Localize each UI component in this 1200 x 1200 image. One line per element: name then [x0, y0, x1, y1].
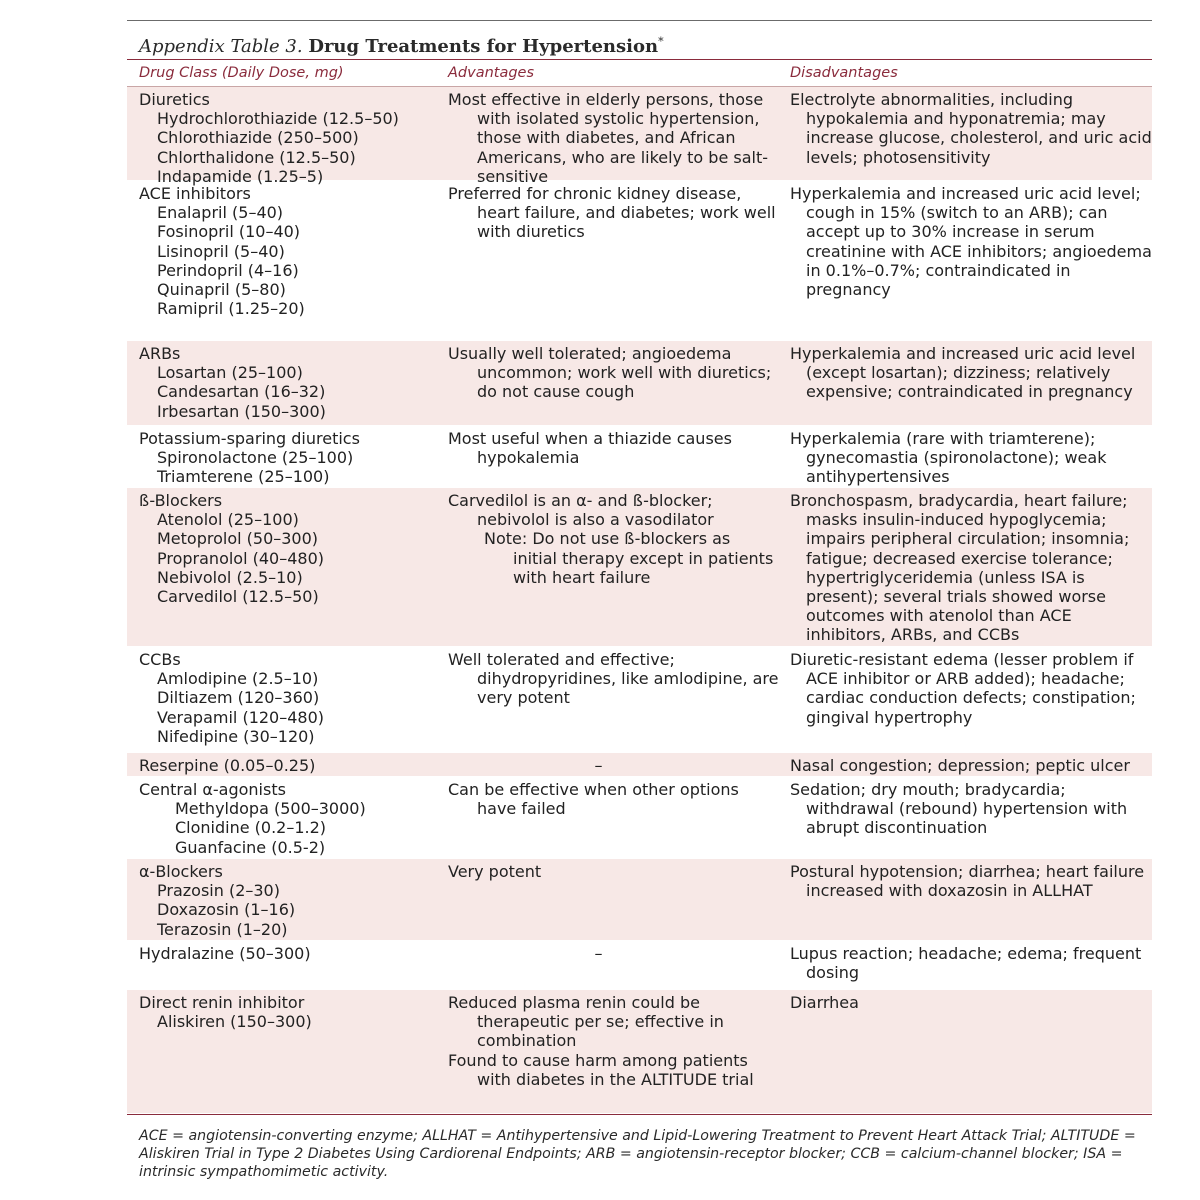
advantage-text: Found to cause harm among patients with diabetes in the ALTITUDE trial — [448, 1050, 754, 1089]
drug-name: Fosinopril (10–40) — [157, 222, 301, 242]
drug-class-name: ß-Blockers — [139, 491, 223, 510]
header-advantages: Advantages — [448, 65, 535, 81]
table-row — [127, 488, 1152, 647]
drug-name: Nebivolol (2.5–10) — [157, 567, 303, 587]
disadvantage-text: Electrolyte abnormalities, including hypokalemia and hyponatremia; may increase glucose, cholesterol, and uric acid levels; photosensitivity — [790, 90, 1152, 167]
disadvantage-text: Postural hypotension; diarrhea; heart failure increased with doxazosin in ALLHAT — [790, 862, 1145, 901]
drug-name: Atenolol (25–100) — [157, 510, 299, 530]
advantage-text: Carvedilol is an α- and ß-blocker; nebivolol is also a vasodilator — [448, 491, 714, 530]
table-row — [127, 753, 1152, 777]
table-header — [127, 60, 1152, 87]
table-title — [127, 21, 1152, 59]
drug-class-cell — [127, 756, 436, 776]
advantages-cell — [436, 344, 779, 425]
advantages-cell — [436, 650, 779, 752]
drug-class-name: ARBs — [139, 344, 181, 363]
drug-class-name: Hydralazine (50–300) — [139, 944, 311, 963]
disadvantages-cell — [779, 429, 1152, 487]
drug-class-cell — [127, 184, 436, 340]
drug-name: Verapamil (120–480) — [157, 707, 325, 727]
advantage-text: Preferred for chronic kidney disease, heart failure, and diabetes; work well with diuretics — [448, 184, 776, 242]
drug-name: Prazosin (2–30) — [157, 881, 280, 901]
drug-class-name: Reserpine (0.05–0.25) — [139, 756, 316, 775]
disadvantage-text: Sedation; dry mouth; bradycardia; withdrawal (rebound) hypertension with abrupt discontinuation — [790, 780, 1128, 838]
table-footnote: ACE = angiotensin-converting enzyme; ALLHAT = Antihypertensive and Lipid-Lowering Treatment to Prevent Heart Attack Trial; ALTITUDE = Aliskiren Trial in Type 2 Diabetes Using Cardiorenal Endpoints; ARB = angiotensin-receptor blocker; CCB = calcium-channel blocker; ISA = intrinsic sympathomimetic activity. — [139, 1128, 1136, 1180]
advantages-cell — [436, 862, 779, 940]
table-row — [127, 859, 1152, 941]
table-row — [127, 777, 1152, 859]
drug-name: Nifedipine (30–120) — [157, 726, 315, 746]
drug-class-cell — [127, 429, 436, 487]
disadvantage-text: Hyperkalemia (rare with triamterene); gynecomastia (spironolactone); weak antihypertensives — [790, 429, 1107, 487]
advantages-cell — [436, 429, 779, 487]
disadvantages-cell — [779, 780, 1152, 858]
drug-class-cell — [127, 650, 436, 752]
disadvantages-cell — [779, 90, 1152, 180]
drug-name: Losartan (25–100) — [157, 363, 303, 383]
advantage-text: Well tolerated and effective; dihydropyridines, like amlodipine, are very potent — [448, 650, 779, 708]
table-title-lead: Appendix Table 3. — [139, 36, 303, 57]
advantage-text: Most useful when a thiazide causes hypokalemia — [448, 429, 732, 468]
drug-class-cell — [127, 90, 436, 186]
header-drug-class: Drug Class (Daily Dose, mg) — [139, 65, 344, 81]
disadvantage-text: Lupus reaction; headache; edema; frequent dosing — [790, 944, 1142, 983]
drug-name: Carvedilol (12.5–50) — [157, 587, 319, 607]
disadvantage-text: Diuretic-resistant edema (lesser problem if ACE inhibitor or ARB added); headache; cardiac conduction defects; constipation; gingival hypertrophy — [790, 650, 1136, 727]
empty-dash: – — [594, 944, 603, 963]
drug-name: Clonidine (0.2–1.2) — [175, 818, 327, 838]
disadvantages-cell — [779, 862, 1152, 940]
advantage-note: Note: Do not use ß-blockers as initial therapy except in patients with heart failure — [484, 529, 774, 587]
drug-class-name: CCBs — [139, 650, 181, 669]
drug-class-name: Diuretics — [139, 90, 210, 109]
drug-name: Metoprolol (50–300) — [157, 529, 319, 549]
advantage-text: Very potent — [448, 862, 542, 881]
drug-name: Indapamide (1.25–5) — [157, 166, 324, 186]
advantages-cell — [436, 780, 779, 858]
drug-class-name: Direct renin inhibitor — [139, 993, 305, 1012]
header-disadvantages: Disadvantages — [790, 65, 898, 81]
advantage-text: Can be effective when other options have failed — [448, 780, 739, 819]
drug-name: Terazosin (1–20) — [157, 919, 288, 939]
advantage-text: Most effective in elderly persons, those with isolated systolic hypertension, those with diabetes, and African Americans, who are likely to be salt-sensitive — [448, 90, 769, 186]
drug-name: Guanfacine (0.5-2) — [175, 837, 326, 857]
table-row — [127, 990, 1152, 1114]
drug-class-name: ACE inhibitors — [139, 184, 251, 203]
drug-name: Methyldopa (500–3000) — [175, 799, 366, 819]
drug-name: Candesartan (16–32) — [157, 382, 326, 402]
disadvantage-text: Hyperkalemia and increased uric acid level; cough in 15% (switch to an ARB); can accept up to 30% increase in serum creatinine with ACE inhibitors; angioedema in 0.1%–0.7%; contraindicated in pregnancy — [790, 184, 1152, 300]
advantages-cell — [436, 993, 779, 1113]
disadvantages-cell — [779, 756, 1152, 776]
disadvantage-text: Hyperkalemia and increased uric acid level (except losartan); dizziness; relatively expensive; contraindicated in pregnancy — [790, 344, 1136, 402]
drug-name: Chlorthalidone (12.5–50) — [157, 147, 356, 167]
disadvantages-cell — [779, 184, 1152, 340]
drug-class-name: Central α-agonists — [139, 780, 286, 799]
table-title-main: Drug Treatments for Hypertension — [308, 36, 659, 57]
drug-class-cell — [127, 944, 436, 989]
table-row — [127, 941, 1152, 990]
advantages-cell — [436, 491, 779, 646]
drug-name: Spironolactone (25–100) — [157, 448, 354, 468]
drug-name: Doxazosin (1–16) — [157, 900, 296, 920]
table-row — [127, 181, 1152, 341]
table-body — [127, 87, 1152, 1114]
drug-class-cell — [127, 862, 436, 940]
drug-name: Quinapril (5–80) — [157, 280, 286, 300]
drug-name: Hydrochlorothiazide (12.5–50) — [157, 109, 399, 129]
drug-name: Chlorothiazide (250–500) — [157, 128, 359, 148]
advantage-text: Reduced plasma renin could be therapeutic per se; effective in combination — [448, 993, 724, 1051]
drug-class-cell — [127, 993, 436, 1113]
drug-name: Propranolol (40–480) — [157, 548, 324, 568]
drug-name: Enalapril (5–40) — [157, 203, 284, 223]
table-row — [127, 426, 1152, 488]
drug-class-name: α-Blockers — [139, 862, 223, 881]
table-row — [127, 647, 1152, 753]
disadvantage-text: Nasal congestion; depression; peptic ulcer — [790, 756, 1130, 775]
drug-class-cell — [127, 780, 436, 858]
appendix-table — [127, 20, 1152, 1181]
advantages-cell — [436, 944, 779, 989]
drug-class-cell — [127, 491, 436, 646]
disadvantage-text: Bronchospasm, bradycardia, heart failure; masks insulin-induced hypoglycemia; impairs peripheral circulation; insomnia; fatigue; decreased exercise tolerance; hypertriglyceridemia (unless ISA is present); several trials showed worse outcomes with atenolol than ACE inhibitors, ARBs, and CCBs — [790, 491, 1130, 645]
disadvantages-cell — [779, 650, 1152, 752]
drug-name: Amlodipine (2.5–10) — [157, 669, 319, 689]
table-row — [127, 87, 1152, 186]
drug-name: Triamterene (25–100) — [157, 467, 330, 487]
disadvantage-text: Diarrhea — [790, 993, 859, 1012]
disadvantages-cell — [779, 344, 1152, 425]
table-title-mark: * — [658, 35, 664, 48]
drug-class-name: Potassium-sparing diuretics — [139, 429, 360, 448]
drug-name: Perindopril (4–16) — [157, 260, 299, 280]
advantages-cell — [436, 756, 779, 776]
drug-name: Diltiazem (120–360) — [157, 688, 320, 708]
drug-name: Aliskiren (150–300) — [157, 1012, 312, 1032]
empty-dash: – — [594, 756, 603, 775]
drug-class-cell — [127, 344, 436, 425]
disadvantages-cell — [779, 944, 1152, 989]
advantage-text: Usually well tolerated; angioedema uncommon; work well with diuretics; do not cause cough — [448, 344, 772, 402]
table-row — [127, 341, 1152, 426]
drug-name: Lisinopril (5–40) — [157, 241, 285, 261]
drug-name: Irbesartan (150–300) — [157, 401, 326, 421]
advantages-cell — [436, 184, 779, 340]
disadvantages-cell — [779, 993, 1152, 1113]
drug-name: Ramipril (1.25–20) — [157, 299, 305, 319]
disadvantages-cell — [779, 491, 1152, 646]
advantages-cell — [436, 90, 779, 186]
